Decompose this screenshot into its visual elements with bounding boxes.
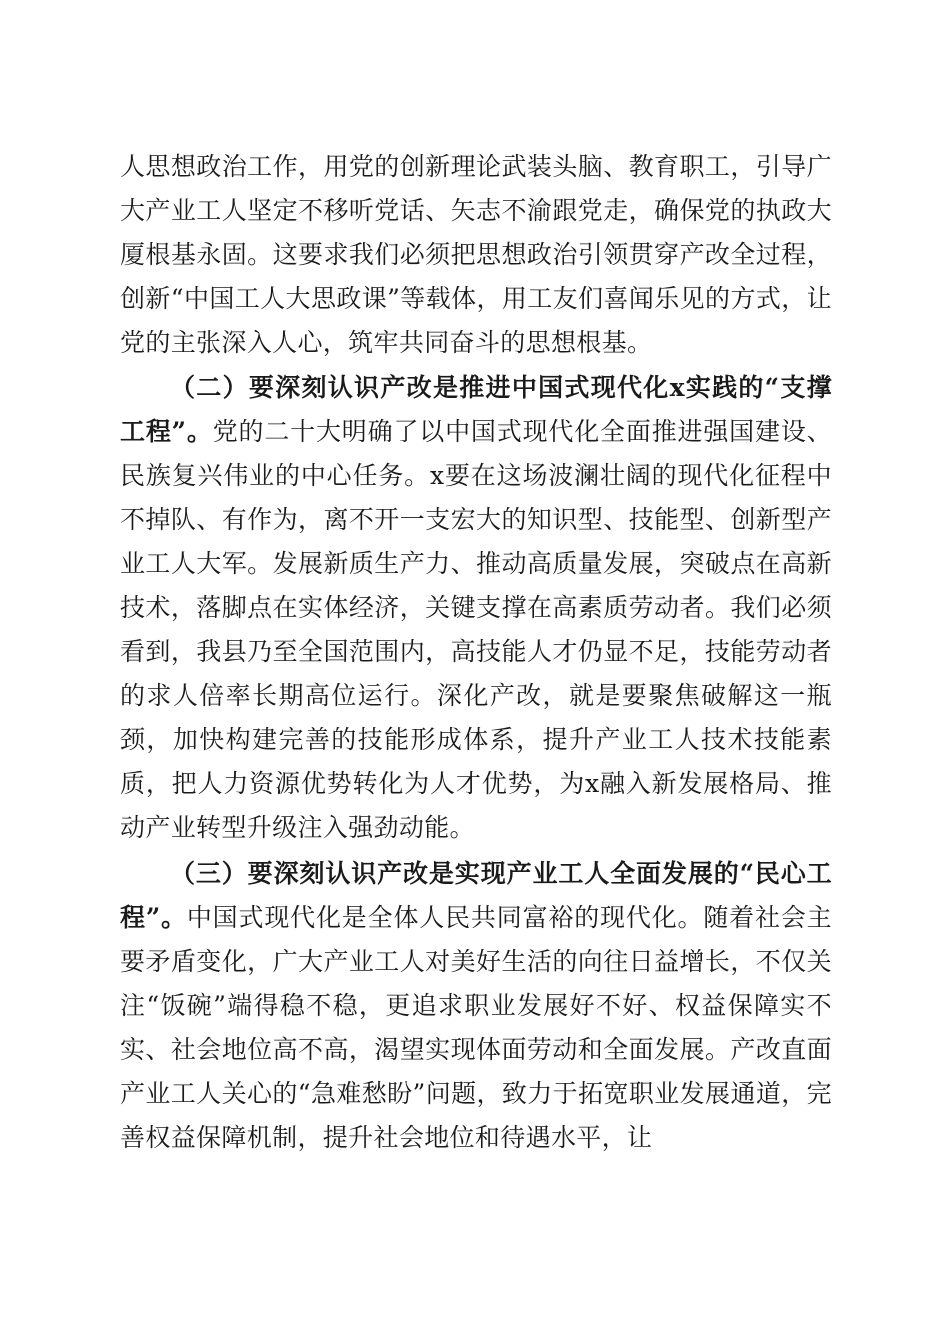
section-3-heading: （三）要深刻认识产改是实现产业工人全面发展的“民心工程”。 bbox=[120, 859, 832, 932]
paragraph-section-2 bbox=[120, 366, 832, 850]
paragraph-section-3 bbox=[120, 852, 832, 1160]
section-3-body: 中国式现代化是全体人民共同富裕的现代化。随着社会主要矛盾变化，广大产业工人对美好生活的向往日益增长，不仅关注“饭碗”端得稳不稳，更追求职业发展好不好、权益保障实不实、社会地位高不高，渴望实现体面劳动和全面发展。产改直面产业工人关心的“急难愁盼”问题，致力于拓宽职业发展通道，完善权益保障机制，提升社会地位和待遇水平，让 bbox=[120, 903, 832, 1152]
paragraph-continuation: 人思想政治工作，用党的创新理论武装头脑、教育职工，引导广大产业工人坚定不移听党话、矢志不渝跟党走，确保党的执政大厦根基永固。这要求我们必须把思想政治引领贯穿产改全过程，创新“中国工人大思政课”等载体，用工友们喜闻乐见的方式，让党的主张深入人心，筑牢共同奋斗的思想根基。 bbox=[120, 152, 832, 357]
section-2-heading: （二）要深刻认识产改是推进中国式现代化x实践的“支撑工程”。 bbox=[120, 373, 832, 446]
section-2-body: 党的二十大明确了以中国式现代化全面推进强国建设、民族复兴伟业的中心任务。x要在这场波澜壮阔的现代化征程中不掉队、有作为，离不开一支宏大的知识型、技能型、创新型产业工人大军。发展新质生产力、推动高质量发展，突破点在高新技术，落脚点在实体经济，关键支撑在高素质劳动者。我们必须看到，我县乃至全国范围内，高技能人才仍显不足，技能劳动者的求人倍率长期高位运行。深化产改，就是要聚焦破解这一瓶颈，加快构建完善的技能形成体系，提升产业工人技术技能素质，把人力资源优势转化为人才优势，为x融入新发展格局、推动产业转型升级注入强劲动能。 bbox=[120, 417, 833, 842]
